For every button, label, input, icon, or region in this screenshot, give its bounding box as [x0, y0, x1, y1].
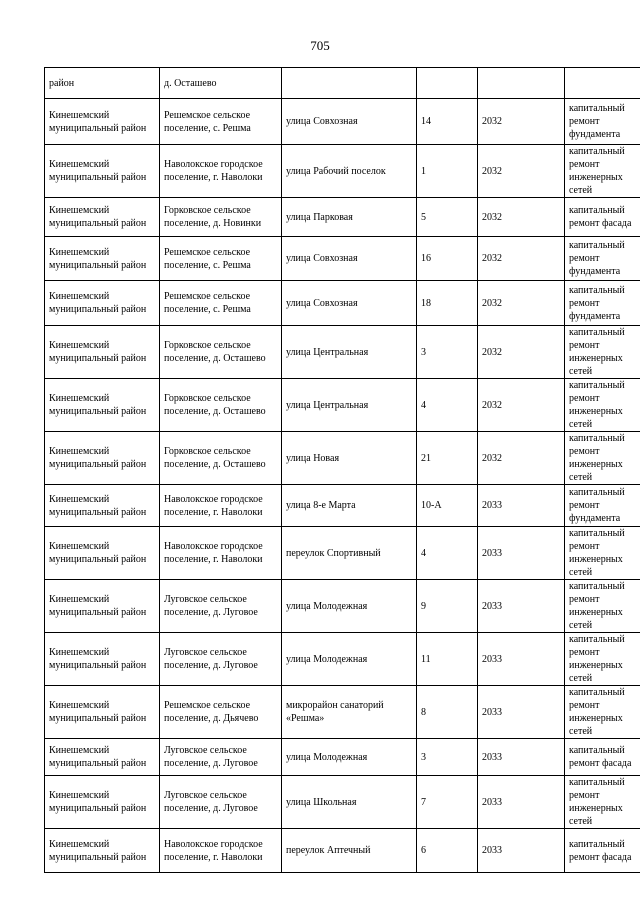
year-cell: 2032 — [478, 432, 565, 485]
settlement-cell: Решемское сельское поселение, д. Дьячево — [160, 686, 282, 739]
house-cell: 14 — [417, 99, 478, 145]
street-cell: улица Совхозная — [282, 237, 417, 281]
settlement-cell: Луговское сельское поселение, д. Луговое — [160, 580, 282, 633]
year-cell: 2033 — [478, 485, 565, 527]
district-cell: Кинешемский муниципальный район — [45, 237, 160, 281]
work-cell: капитальный ремонт фасада — [565, 739, 640, 776]
work-cell: капитальный ремонт фундамента — [565, 281, 640, 326]
work-cell — [565, 68, 640, 99]
work-cell: капитальный ремонт инженерных сетей — [565, 527, 640, 580]
district-cell: Кинешемский муниципальный район — [45, 99, 160, 145]
district-cell: Кинешемский муниципальный район — [45, 633, 160, 686]
street-cell: улица Парковая — [282, 198, 417, 237]
work-cell: капитальный ремонт фундамента — [565, 237, 640, 281]
district-cell: Кинешемский муниципальный район — [45, 776, 160, 829]
table-row — [45, 485, 640, 527]
settlement-cell: Наволокское городское поселение, г. Наволоки — [160, 145, 282, 198]
table-row — [45, 281, 640, 326]
settlement-cell: Решемское сельское поселение, с. Решма — [160, 281, 282, 326]
year-cell: 2032 — [478, 379, 565, 432]
settlement-cell: Наволокское городское поселение, г. Наволоки — [160, 527, 282, 580]
repair-schedule-table — [44, 67, 640, 873]
work-cell: капитальный ремонт инженерных сетей — [565, 379, 640, 432]
district-cell: Кинешемский муниципальный район — [45, 739, 160, 776]
settlement-cell: Луговское сельское поселение, д. Луговое — [160, 633, 282, 686]
table-row — [45, 580, 640, 633]
settlement-cell: Горковское сельское поселение, д. Осташево — [160, 432, 282, 485]
work-cell: капитальный ремонт фундамента — [565, 99, 640, 145]
year-cell: 2032 — [478, 99, 565, 145]
district-cell: Кинешемский муниципальный район — [45, 145, 160, 198]
year-cell: 2032 — [478, 326, 565, 379]
house-cell: 4 — [417, 379, 478, 432]
house-cell: 9 — [417, 580, 478, 633]
work-cell: капитальный ремонт фундамента — [565, 485, 640, 527]
house-cell: 8 — [417, 686, 478, 739]
district-cell: Кинешемский муниципальный район — [45, 432, 160, 485]
house-cell — [417, 68, 478, 99]
house-cell: 6 — [417, 829, 478, 873]
work-cell: капитальный ремонт инженерных сетей — [565, 432, 640, 485]
district-cell: Кинешемский муниципальный район — [45, 281, 160, 326]
street-cell: улица Совхозная — [282, 281, 417, 326]
work-cell: капитальный ремонт фасада — [565, 829, 640, 873]
settlement-cell: д. Осташево — [160, 68, 282, 99]
work-cell: капитальный ремонт инженерных сетей — [565, 145, 640, 198]
table-row — [45, 527, 640, 580]
year-cell: 2032 — [478, 237, 565, 281]
table-row — [45, 326, 640, 379]
settlement-cell: Горковское сельское поселение, д. Новинки — [160, 198, 282, 237]
street-cell: улица Центральная — [282, 326, 417, 379]
table-row — [45, 739, 640, 776]
district-cell: Кинешемский муниципальный район — [45, 527, 160, 580]
year-cell: 2032 — [478, 198, 565, 237]
settlement-cell: Луговское сельское поселение, д. Луговое — [160, 739, 282, 776]
house-cell: 18 — [417, 281, 478, 326]
year-cell — [478, 68, 565, 99]
settlement-cell: Решемское сельское поселение, с. Решма — [160, 237, 282, 281]
street-cell: улица Рабочий поселок — [282, 145, 417, 198]
district-cell: Кинешемский муниципальный район — [45, 829, 160, 873]
district-cell: Кинешемский муниципальный район — [45, 686, 160, 739]
settlement-cell: Горковское сельское поселение, д. Осташево — [160, 379, 282, 432]
house-cell: 3 — [417, 739, 478, 776]
table-row — [45, 633, 640, 686]
work-cell: капитальный ремонт фасада — [565, 198, 640, 237]
street-cell: улица 8-е Марта — [282, 485, 417, 527]
street-cell: переулок Спортивный — [282, 527, 417, 580]
year-cell: 2033 — [478, 527, 565, 580]
year-cell: 2032 — [478, 281, 565, 326]
street-cell: улица Молодежная — [282, 580, 417, 633]
district-cell: Кинешемский муниципальный район — [45, 198, 160, 237]
table-row — [45, 99, 640, 145]
street-cell: микрорайон санаторий «Решма» — [282, 686, 417, 739]
house-cell: 5 — [417, 198, 478, 237]
house-cell: 16 — [417, 237, 478, 281]
year-cell: 2033 — [478, 829, 565, 873]
table-row — [45, 829, 640, 873]
year-cell: 2032 — [478, 145, 565, 198]
house-cell: 1 — [417, 145, 478, 198]
settlement-cell: Горковское сельское поселение, д. Осташево — [160, 326, 282, 379]
house-cell: 11 — [417, 633, 478, 686]
year-cell: 2033 — [478, 633, 565, 686]
work-cell: капитальный ремонт инженерных сетей — [565, 633, 640, 686]
table-row — [45, 776, 640, 829]
house-cell: 4 — [417, 527, 478, 580]
table-row — [45, 237, 640, 281]
district-cell: район — [45, 68, 160, 99]
year-cell: 2033 — [478, 580, 565, 633]
settlement-cell: Решемское сельское поселение, с. Решма — [160, 99, 282, 145]
house-cell: 10-А — [417, 485, 478, 527]
district-cell: Кинешемский муниципальный район — [45, 485, 160, 527]
house-cell: 7 — [417, 776, 478, 829]
table-row — [45, 198, 640, 237]
table-row-continued — [45, 68, 640, 99]
year-cell: 2033 — [478, 739, 565, 776]
table-row — [45, 686, 640, 739]
house-cell: 3 — [417, 326, 478, 379]
street-cell: улица Молодежная — [282, 633, 417, 686]
district-cell: Кинешемский муниципальный район — [45, 326, 160, 379]
street-cell — [282, 68, 417, 99]
work-cell: капитальный ремонт инженерных сетей — [565, 580, 640, 633]
district-cell: Кинешемский муниципальный район — [45, 580, 160, 633]
street-cell: улица Новая — [282, 432, 417, 485]
table-row — [45, 145, 640, 198]
street-cell: переулок Аптечный — [282, 829, 417, 873]
settlement-cell: Наволокское городское поселение, г. Наволоки — [160, 829, 282, 873]
street-cell: улица Молодежная — [282, 739, 417, 776]
table-row — [45, 432, 640, 485]
work-cell: капитальный ремонт инженерных сетей — [565, 686, 640, 739]
work-cell: капитальный ремонт инженерных сетей — [565, 326, 640, 379]
street-cell: улица Совхозная — [282, 99, 417, 145]
settlement-cell: Луговское сельское поселение, д. Луговое — [160, 776, 282, 829]
house-cell: 21 — [417, 432, 478, 485]
street-cell: улица Центральная — [282, 379, 417, 432]
page-number: 705 — [310, 38, 330, 53]
settlement-cell: Наволокское городское поселение, г. Наволоки — [160, 485, 282, 527]
year-cell: 2033 — [478, 686, 565, 739]
district-cell: Кинешемский муниципальный район — [45, 379, 160, 432]
table-row — [45, 379, 640, 432]
work-cell: капитальный ремонт инженерных сетей — [565, 776, 640, 829]
year-cell: 2033 — [478, 776, 565, 829]
street-cell: улица Школьная — [282, 776, 417, 829]
